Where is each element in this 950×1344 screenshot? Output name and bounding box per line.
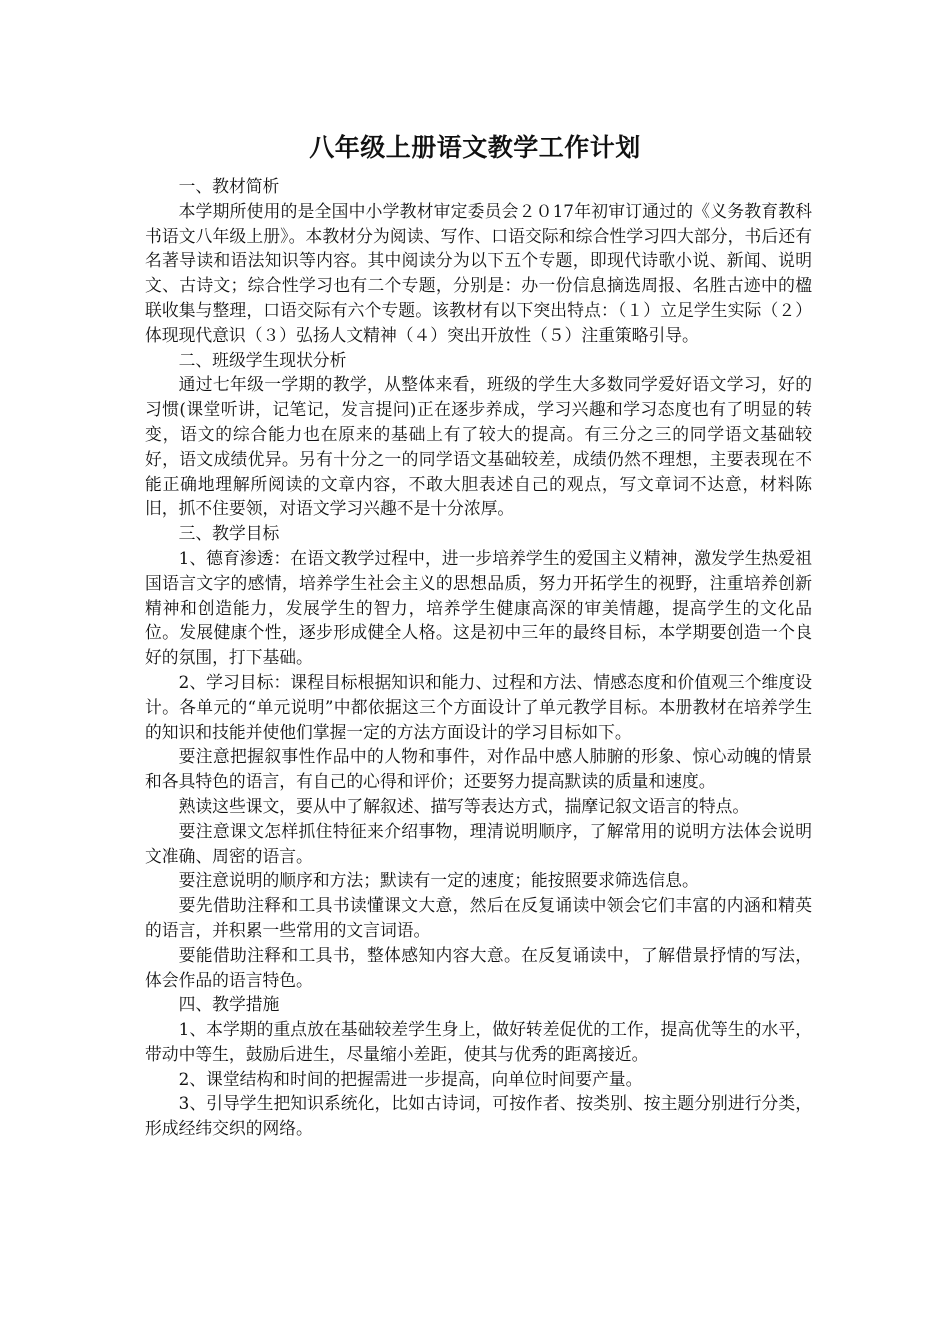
paragraph: 要注意课文怎样抓住特征来介绍事物，理清说明顺序，了解常用的说明方法体会说明文准确、周密的语言。 <box>145 820 812 866</box>
section-heading: 三、教学目标 <box>178 523 280 544</box>
document-body <box>145 174 812 1141</box>
paragraph: 要注意把握叙事性作品中的人物和事件，对作品中感人肺腑的形象、惊心动魄的情景和各具特色的语言，有自己的心得和评价；还要努力提高默读的质量和速度。 <box>145 746 812 792</box>
paragraph: 1、本学期的重点放在基础较差学生身上，做好转差促优的工作，提高优等生的水平，带动中等生，鼓励后进生，尽量缩小差距，使其与优秀的距离接近。 <box>145 1019 812 1064</box>
section-heading: 四、教学措施 <box>178 994 280 1015</box>
paragraph: 2、学习目标：课程目标根据知识和能力、过程和方法、情感态度和价值观三个维度设计。各单元的“单元说明”中都依据这三个方面设计了单元教学目标。本册教材在培养学生的知识和技能并使他们掌握一定的方法方面设计的学习目标如下。 <box>145 671 812 742</box>
paragraph: 本学期所使用的是全国中小学教材审定委员会２０17年初审订通过的《义务教育教科书语文八年级上册》。本教材分为阅读、写作、口语交际和综合性学习四大部分，书后还有名著导读和语法知识等内容。其中阅读分为以下五个专题，即现代诗歌小说、新闻、说明文、古诗文；综合性学习也有二个专题，分别是：办一份信息摘选周报、名胜古迹中的楹联收集与整理，口语交际有六个专题。该教材有以下突出特点：（１）立足学生实际（２）体现现代意识（３）弘扬人文精神（４）突出开放性（５）注重策略引导。 <box>145 200 812 345</box>
paragraph: 通过七年级一学期的教学，从整体来看，班级的学生大多数同学爱好语文学习，好的习惯(课堂听讲，记笔记，发言提问)正在逐步养成，学习兴趣和学习态度也有了明显的转变，语文的综合能力也在原来的基础上有了较大的提高。有三分之三的同学语文基础较好，语文成绩优异。另有十分之一的同学语文基础较差，成绩仍然不理想，主要表现在不能正确地理解所阅读的文章内容，不敢大胆表述自己的观点，写文章词不达意，材料陈旧，抓不住要领，对语文学习兴趣不是十分浓厚。 <box>145 374 812 519</box>
paragraph: 3、引导学生把知识系统化，比如古诗词，可按作者、按类别、按主题分别进行分类，形成经纬交织的网络。 <box>145 1093 812 1139</box>
paragraph: 2、课堂结构和时间的把握需进一步提高，向单位时间要产量。 <box>178 1068 643 1089</box>
section-heading: 二、班级学生现状分析 <box>178 349 347 370</box>
paragraph: 要能借助注释和工具书，整体感知内容大意。在反复诵读中，了解借景抒情的写法，体会作品的语言特色。 <box>145 944 812 990</box>
paragraph: 熟读这些课文，要从中了解叙述、描写等表达方式，揣摩记叙文语言的特点。 <box>178 795 750 816</box>
paragraph: 要先借助注释和工具书读懂课文大意，然后在反复诵读中领会它们丰富的内涵和精英的语言，并积累一些常用的文言词语。 <box>145 895 812 940</box>
paragraph: 1、德育渗透：在语文教学过程中，进一步培养学生的爱国主义精神，激发学生热爱祖国语言文字的感情，培养学生社会主义的思想品质，努力开拓学生的视野，注重培养创新精神和创造能力，发展学生的智力，培养学生健康高深的审美情趣，提高学生的文化品位。发展健康个性，逐步形成健全人格。这是初中三年的最终目标，本学期要创造一个良好的氛围，打下基础。 <box>145 547 812 668</box>
paragraph: 要注意说明的顺序和方法；默读有一定的速度；能按照要求筛选信息。 <box>178 870 699 891</box>
document-title: 八年级上册语文教学工作计划 <box>309 133 641 162</box>
section-heading: 一、教材简析 <box>178 176 280 196</box>
